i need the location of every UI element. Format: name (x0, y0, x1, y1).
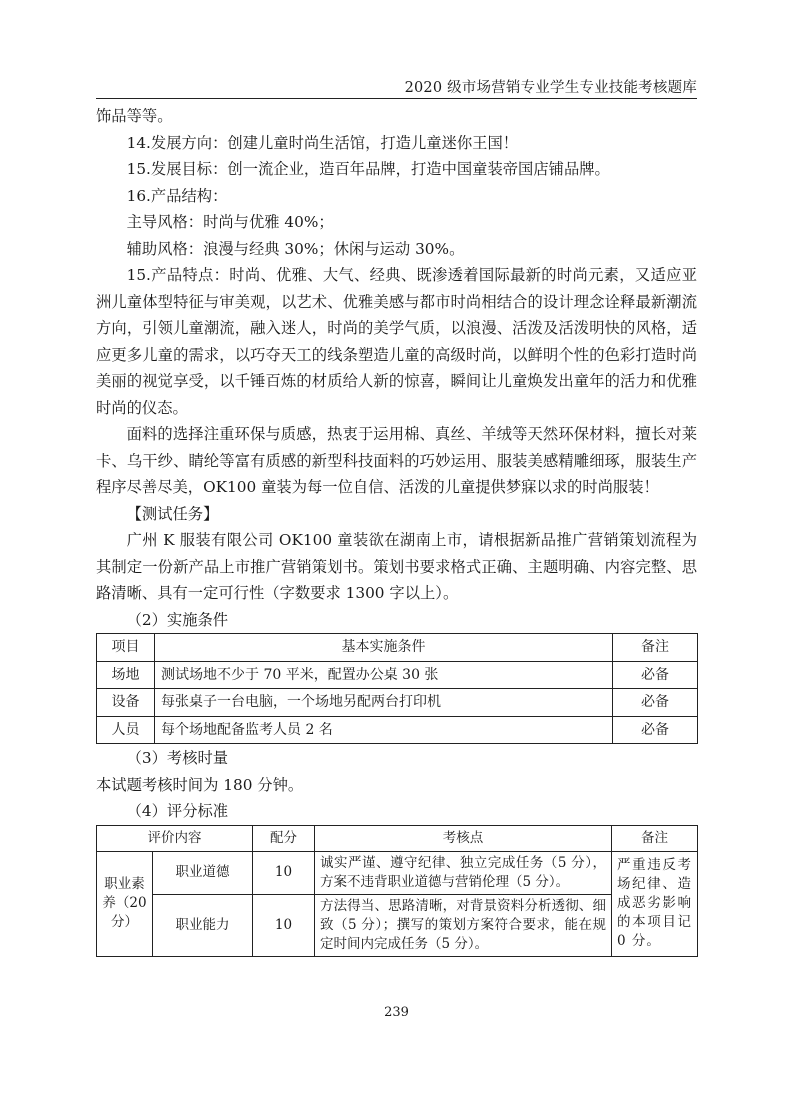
table-row (97, 894, 698, 956)
table-row (97, 851, 698, 894)
table-header-cell: 考核点 (315, 825, 612, 851)
page-header: 2020 级市场营销专业学生专业技能考核题库 (404, 80, 697, 96)
table-row (97, 716, 698, 744)
section-title: （4）评分标准 (126, 802, 229, 820)
table-cell: 职业能力 (153, 894, 253, 956)
paragraph: 广州 K 服装有限公司 OK100 童装欲在湖南上市，请根据新品推广营销策划流程为其制定一份新产品上市推广营销策划书。策划书要求格式正确、主题明确、内容完整、思路清晰、具有一定可行性（字数要求 1300 字以上）。 (96, 531, 697, 602)
table-row (97, 661, 698, 689)
group-cell: 职业素养（20分） (97, 851, 153, 956)
table-cell: 必备 (613, 661, 698, 689)
paragraph: 主导风格：时尚与优雅 40%； (126, 213, 334, 231)
table-header-cell: 备注 (613, 634, 698, 662)
paragraph: 15.产品特点：时尚、优雅、大气、经典、既渗透着国际最新的时尚元素，又适应亚洲儿童体型特征与审美观，以艺术、优雅美感与都市时尚相结合的设计理念诠释最新潮流方向，引领儿童潮流，融入迷人，时尚的美学气质，以浪漫、活泼及活泼明快的风格，适应更多儿童的需求，以巧夺天工的线条塑造儿童的高级时尚，以鲜明个性的色彩打造时尚美丽的视觉享受，以千锤百炼的材质给人新的惊喜，瞬间让儿童焕发出童年的活力和优雅时尚的仪态。 (96, 266, 697, 417)
scoring-table (96, 825, 698, 957)
paragraph: 辅助风格：浪漫与经典 30%；休闲与运动 30%。 (126, 239, 465, 258)
table-header-cell: 基本实施条件 (155, 634, 613, 662)
table-row (97, 689, 698, 717)
table-header-row (97, 825, 698, 851)
table-cell: 必备 (613, 689, 698, 717)
table-header-cell: 评价内容 (97, 825, 253, 851)
table-header-cell: 备注 (612, 825, 698, 851)
paragraph: 15.发展目标：创一流企业，造百年品牌，打造中国童装帝国店铺品牌。 (126, 160, 610, 178)
paragraph: 饰品等等。 (96, 107, 173, 125)
page-number: 239 (384, 1005, 409, 1020)
table-cell: 诚实严谨、遵守纪律、独立完成任务（5 分），方案不违背职业道德与营销伦理（5 分）。 (315, 851, 612, 894)
paragraph: 面料的选择注重环保与质感，热衷于运用棉、真丝、羊绒等天然环保材料，擅长对莱卡、乌干纱、睛纶等富有质感的新型科技面料的巧妙运用、服装美感精雕细琢，服装生产程序尽善尽美，OK100 童装为每一位自信、活泼的儿童提供梦寐以求的时尚服装！ (96, 425, 697, 496)
header-rule (96, 98, 697, 99)
paragraph: 14.发展方向：创建儿童时尚生活馆，打造儿童迷你王国！ (126, 133, 519, 152)
table-cell: 测试场地不少于 70 平米，配置办公桌 30 张 (155, 661, 613, 689)
section-heading: 【测试任务】 (126, 504, 219, 523)
section-title: （2）实施条件 (126, 610, 229, 629)
page-body (96, 103, 697, 957)
table-cell: 10 (253, 894, 315, 956)
table-cell: 每张桌子一台电脑，一个场地另配两台打印机 (155, 689, 613, 717)
paragraph: 本试题考核时间为 180 分钟。 (96, 775, 304, 794)
conditions-table (96, 633, 698, 744)
section-title: （3）考核时量 (126, 749, 229, 767)
table-header-cell: 项目 (97, 634, 155, 662)
table-cell: 职业道德 (153, 851, 253, 894)
table-cell: 每个场地配备监考人员 2 名 (155, 716, 613, 744)
table-cell: 设备 (97, 689, 155, 717)
table-cell: 10 (253, 851, 315, 894)
table-cell: 方法得当、思路清晰，对背景资料分析透彻、细致（5 分）；撰写的策划方案符合要求，能在规定时间内完成任务（5 分）。 (315, 894, 612, 956)
table-cell: 场地 (97, 661, 155, 689)
table-header-row (97, 634, 698, 662)
table-header-cell: 配分 (253, 825, 315, 851)
paragraph: 16.产品结构： (126, 186, 228, 205)
table-cell: 人员 (97, 716, 155, 744)
table-cell: 必备 (613, 716, 698, 744)
remark-cell: 严重违反考场纪律、造成恶劣影响的本项目记 0 分。 (612, 851, 698, 956)
